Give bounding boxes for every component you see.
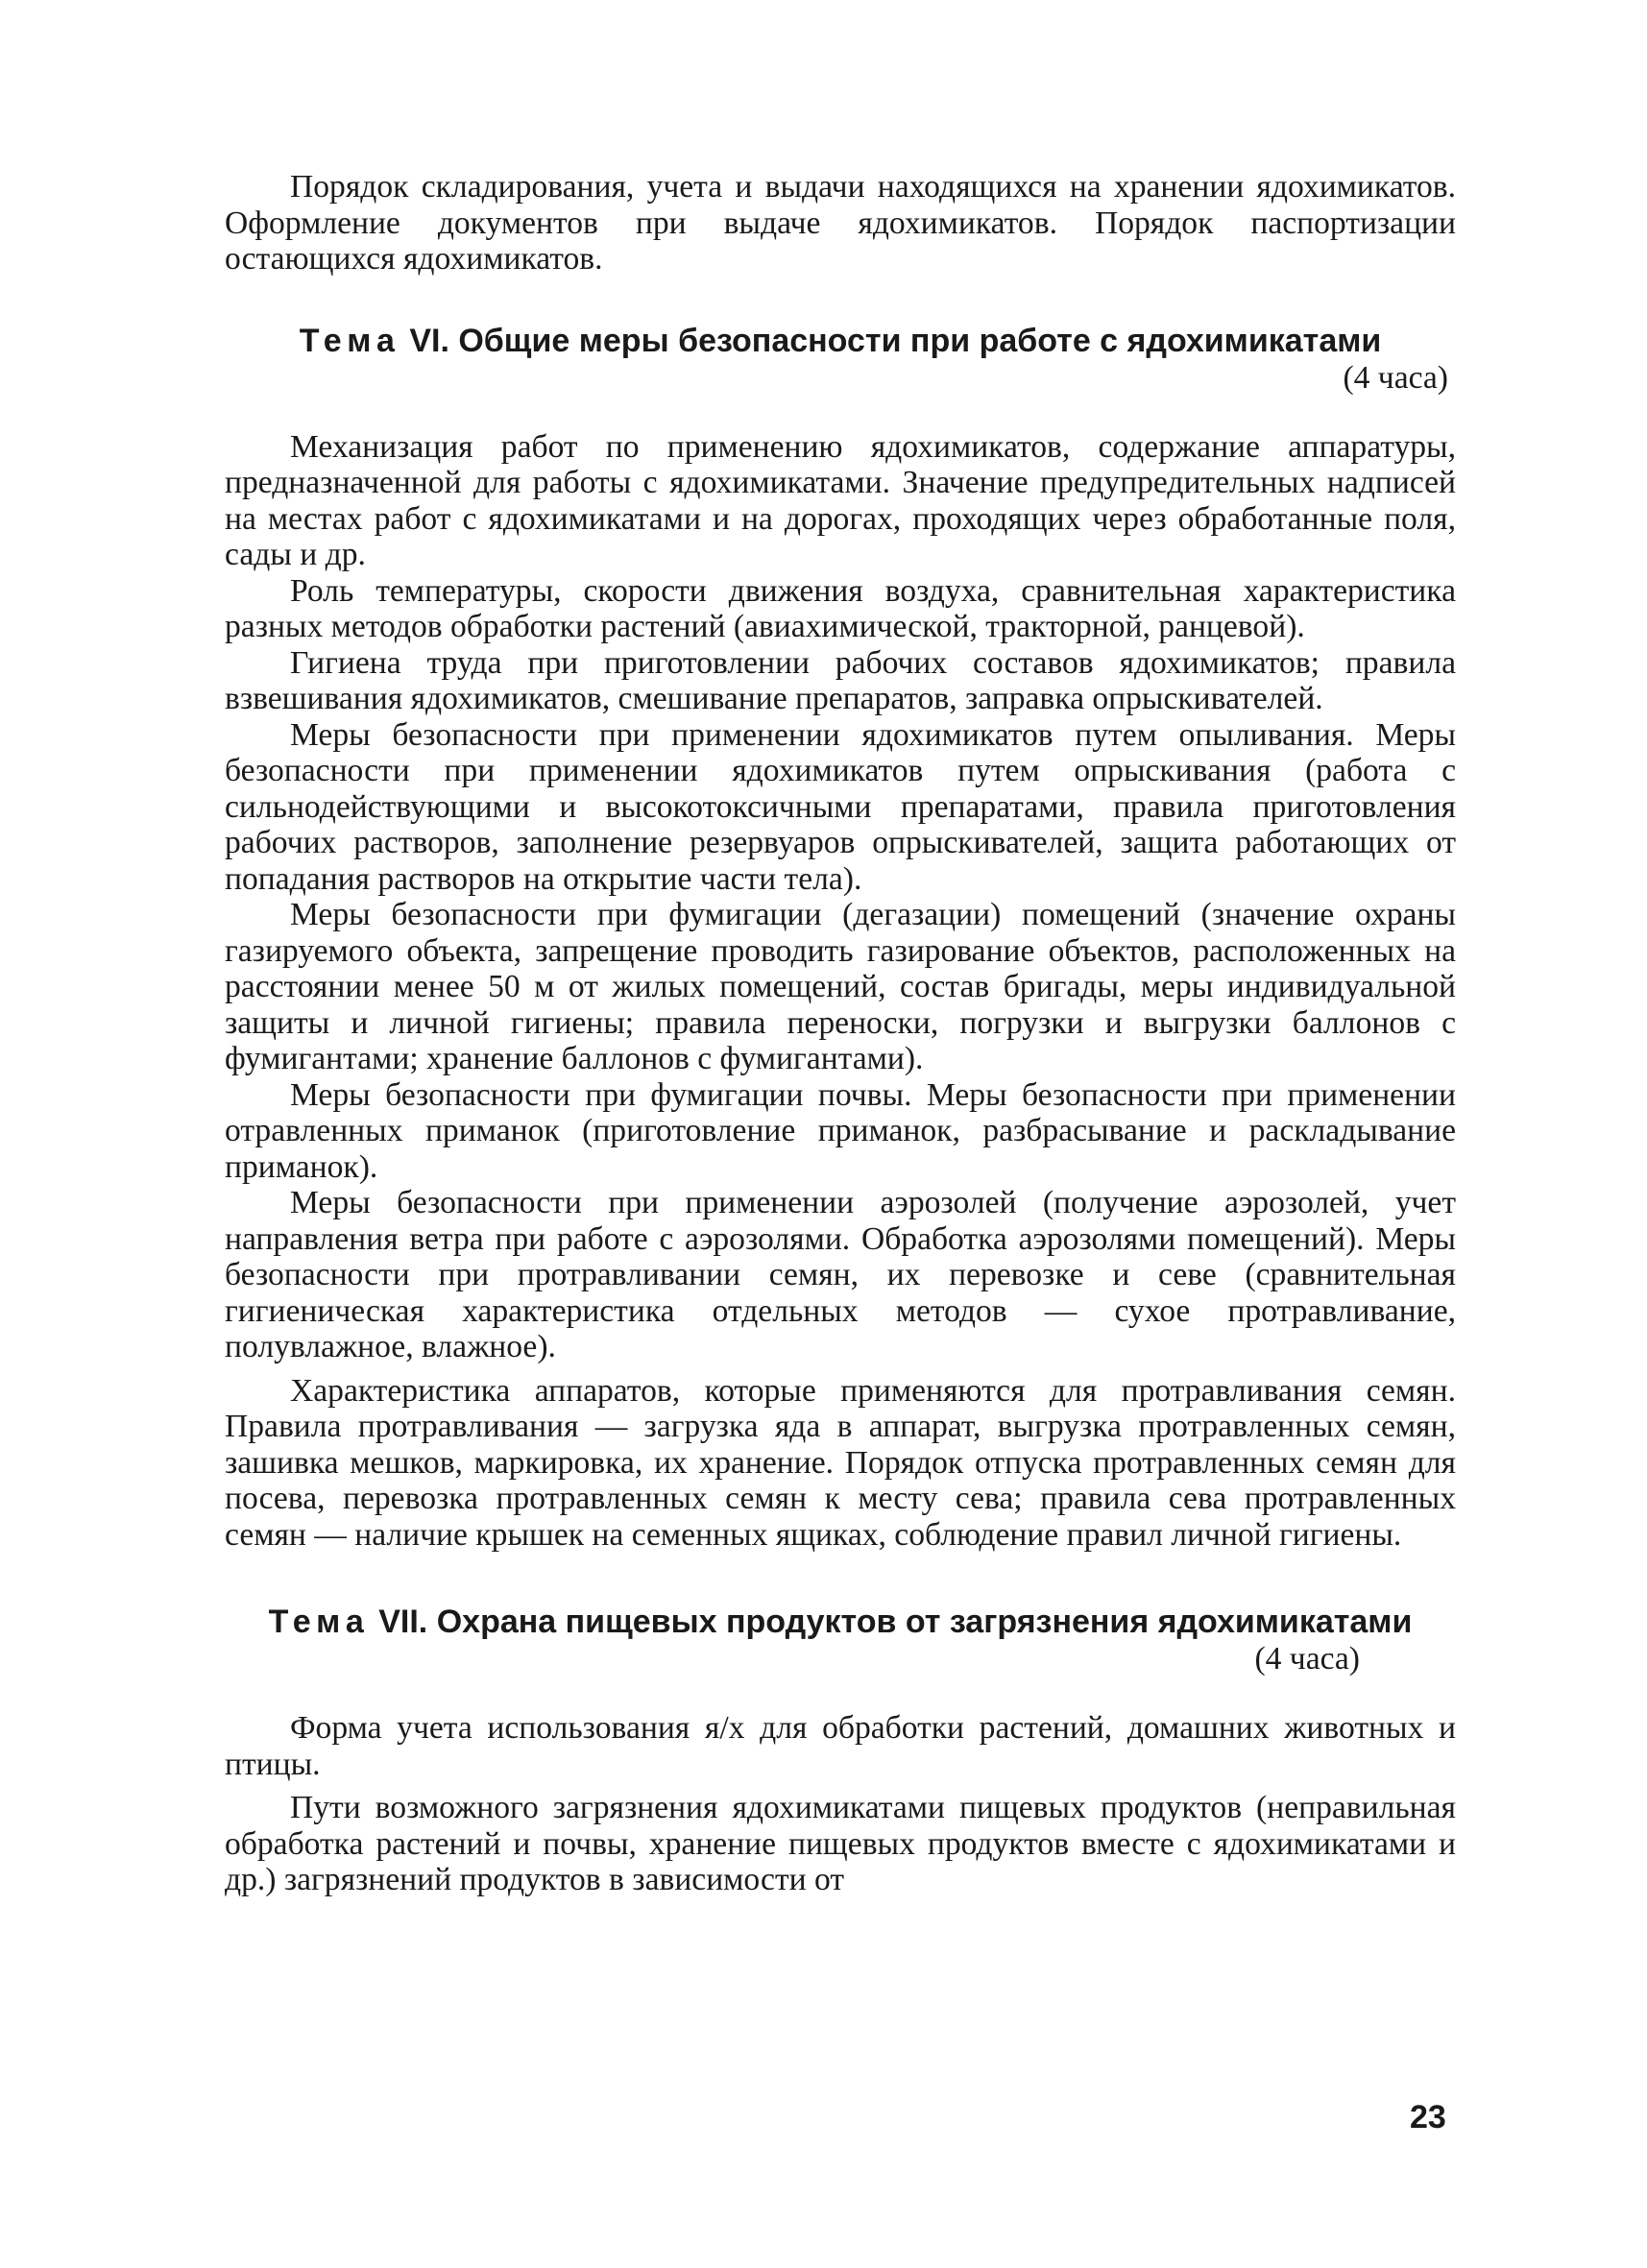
topic-7-title: Охрана пищевых продуктов от загрязнения ядохимикатами	[436, 1604, 1413, 1640]
topic-7-paragraph: Пути возможного загрязнения ядохимикатами пищевых продуктов (неправильная обработка растений и почвы, хранение пищевых продуктов вместе с ядохимикатами и др.) загрязнений продуктов в зависимости от	[225, 1790, 1456, 1897]
topic-6-paragraph: Характеристика аппаратов, которые применяются для протравливания семян. Правила протравливания — загрузка яда в аппарат, выгрузка протравленных семян, зашивка мешков, маркировка, их хранение. Порядок отпуска протравленных семян для посева, перевозка протравленных семян к месту сева; правила сева протравленных семян — наличие крышек на семенных ящиках, соблюдение правил личной гигиены.	[225, 1372, 1456, 1553]
page-content	[225, 169, 1456, 1898]
topic-6-paragraph: Механизация работ по применению ядохимикатов, содержание аппаратуры, предназначенной для работы с ядохимикатами. Значение предупредительных надписей на местах работ с ядохимикатами и на дорогах, проходящих через обработанные поля, сады и др.	[225, 428, 1456, 572]
page-number: 23	[1410, 2099, 1446, 2135]
topic-6-paragraph: Роль температуры, скорости движения воздуха, сравнительная характеристика разных методов обработки растений (авиахимической, тракторной, ранцевой).	[225, 572, 1456, 644]
topic-7-heading	[225, 1603, 1456, 1641]
topic-7-number: VII.	[378, 1604, 428, 1640]
topic-7-body	[225, 1710, 1456, 1898]
topic-7-paragraph: Форма учета использования я/х для обработки растений, домашних животных и птицы.	[225, 1710, 1456, 1782]
topic-6-heading	[225, 322, 1456, 360]
topic-7-hours: (4 часа)	[1254, 1641, 1360, 1677]
topic-6-title: Общие меры безопасности при работе с ядохимикатами	[458, 322, 1382, 359]
topic-6-paragraph: Гигиена труда при приготовлении рабочих составов ядохимикатов; правила взвешивания ядохимикатов, смешивание препаратов, заправка опрыскивателей.	[225, 644, 1456, 716]
topic-6-paragraph: Меры безопасности при применении ядохимикатов путем опыливания. Меры безопасности при применении ядохимикатов путем опрыскивания (работа с сильнодействующими и высокотоксичными препаратами, правила приготовления рабочих растворов, заполнение резервуаров опрыскивателей, защита работающих от попадания растворов на открытие части тела).	[225, 716, 1456, 897]
topic-6-word: Тема	[299, 322, 400, 359]
topic-6-number: VI.	[409, 322, 449, 359]
topic-6-paragraph: Меры безопасности при применении аэрозолей (получение аэрозолей, учет направления ветра при работе с аэрозолями. Обработка аэрозолями помещений). Меры безопасности при протравливании семян, их перевозке и севе (сравнительная гигиеническая характеристика отдельных методов — сухое протравливание, полувлажное, влажное).	[225, 1185, 1456, 1364]
intro-paragraph: Порядок складирования, учета и выдачи находящихся на хранении ядохимикатов. Оформление документов при выдаче ядохимикатов. Порядок паспортизации остающихся ядохимикатов.	[225, 169, 1456, 277]
topic-7-word: Тема	[268, 1604, 370, 1640]
topic-6-body	[225, 429, 1456, 1554]
topic-6-paragraph: Меры безопасности при фумигации почвы. Меры безопасности при применении отравленных приманок (приготовление приманок, разбрасывание и раскладывание приманок).	[225, 1076, 1456, 1185]
topic-6-paragraph: Меры безопасности при фумигации (дегазации) помещений (значение охраны газируемого объекта, запрещение проводить газирование объектов, расположенных на расстоянии менее 50 м от жилых помещений, состав бригады, меры индивидуальной защиты и личной гигиены; правила переноски, погрузки и выгрузки баллонов с фумигантами; хранение баллонов с фумигантами).	[225, 897, 1456, 1076]
topic-6-hours: (4 часа)	[1343, 359, 1448, 396]
